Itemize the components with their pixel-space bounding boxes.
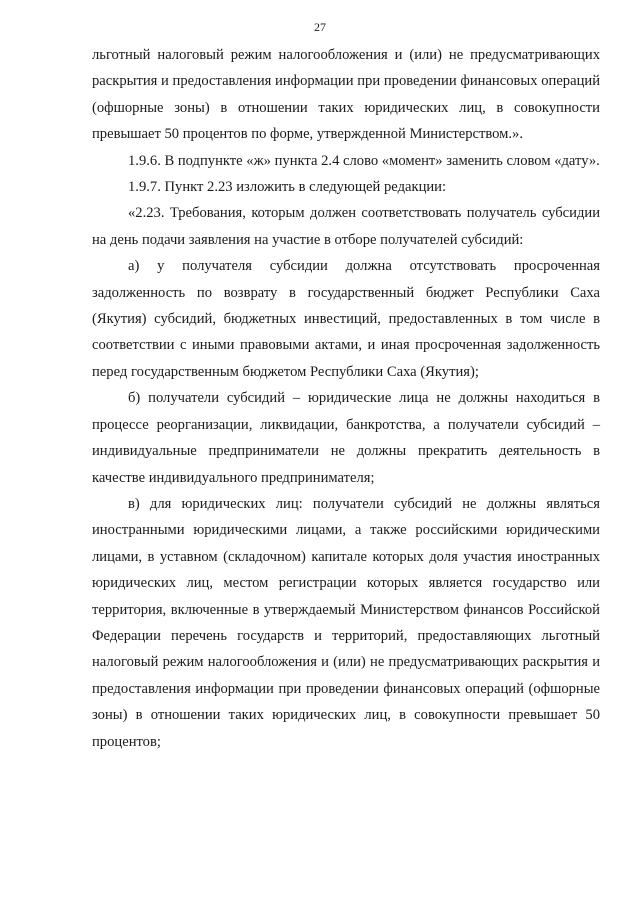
paragraph-item-b: б) получатели субсидий – юридические лица не должны находиться в процессе реорганизации, ликвидации, банкротства, а получатели субсидий – индивидуальные предприниматели не должны прекратить деятельность в качестве индивидуального предпринимателя; bbox=[92, 390, 600, 486]
paragraph-1-9-7: 1.9.7. Пункт 2.23 изложить в следующей редакции: bbox=[128, 179, 447, 196]
paragraph-item-v: в) для юридических лиц: получатели субсидий не должны являться иностранными юридическими лицами, а также российскими юридическими лицами, в уставном (складочном) капитале которых доля участия иностранных юридических лиц, местом регистрации которых является государство или территория, включенные в утверждаемый Министерством финансов Российской Федерации перечень государств и территорий, предоставляющих льготный налоговый режим налогообложения и (или) не предусматривающих раскрытия и предоставления информации при проведении финансовых операций (офшорные зоны) в отношении таких юридических лиц, в совокупности превышает 50 процентов; bbox=[92, 495, 600, 750]
paragraph-continuation: льготный налоговый режим налогообложения и (или) не предусматривающих раскрытия и предоставления информации при проведении финансовых операций (офшорные зоны) в отношении таких юридических лиц, в совокупности превышает 50 процентов по форме, утвержденной Министерством.». bbox=[92, 47, 600, 143]
paragraph-2-23-intro: «2.23. Требования, которым должен соответствовать получатель субсидии на день подачи заявления на участие в отборе получателей субсидий: bbox=[92, 205, 600, 248]
document-body bbox=[92, 42, 600, 755]
paragraph-item-a: а) у получателя субсидии должна отсутствовать просроченная задолженность по возврату в государственный бюджет Республики Саха (Якутия) субсидий, бюджетных инвестиций, предоставленных в том числе в соответствии с иными правовыми актами, и иная просроченная задолженность перед государственным бюджетом Республики Саха (Якутия); bbox=[92, 258, 600, 380]
paragraph-1-9-6: 1.9.6. В подпункте «ж» пункта 2.4 слово «момент» заменить словом «дату». bbox=[128, 152, 600, 169]
page-number: 27 bbox=[314, 20, 326, 34]
